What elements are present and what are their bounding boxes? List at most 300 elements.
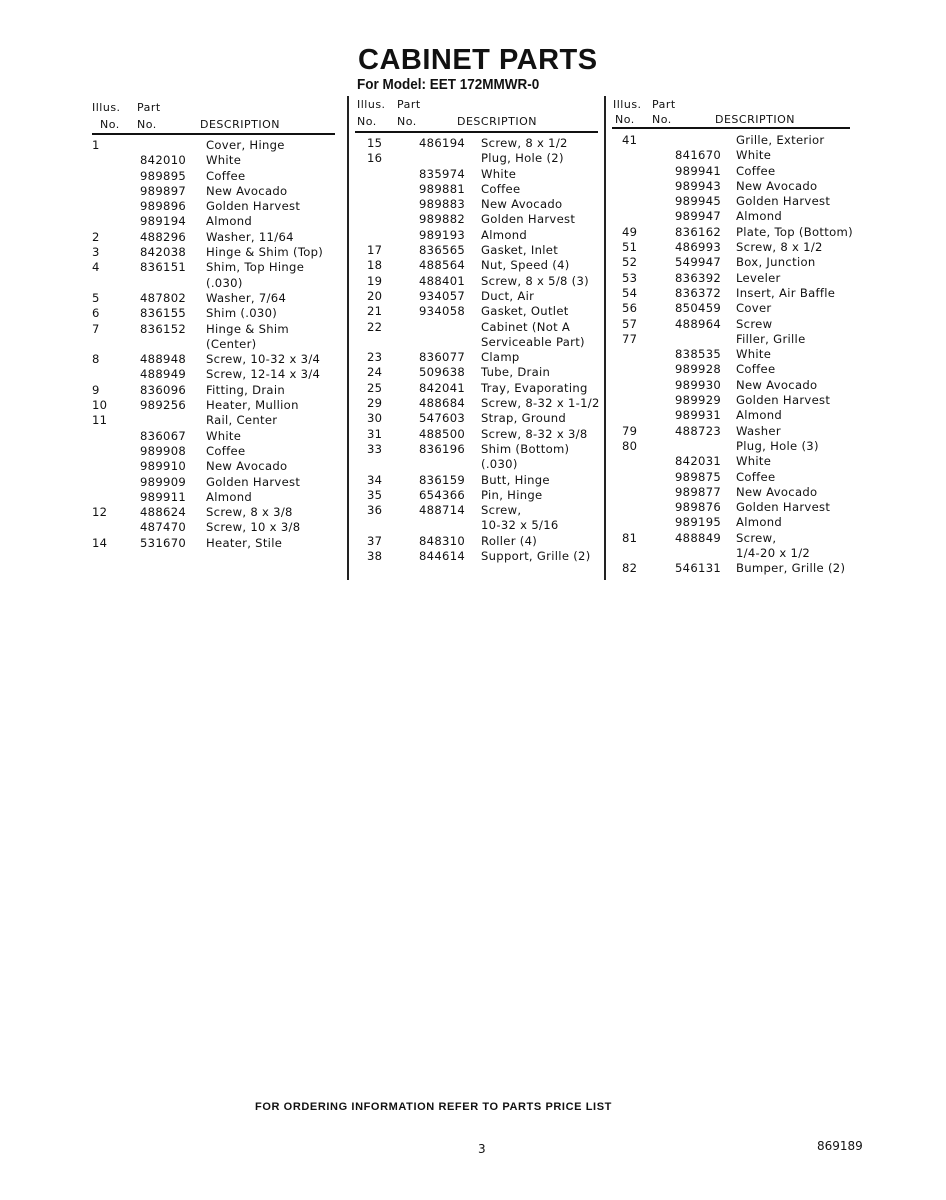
part-number: 836162 bbox=[675, 224, 722, 239]
part-number: 989877 bbox=[675, 484, 722, 499]
illus-number: 20 bbox=[367, 288, 383, 303]
part-row bbox=[620, 209, 870, 224]
part-row bbox=[90, 306, 340, 321]
part-row bbox=[620, 255, 870, 270]
part-row bbox=[90, 322, 340, 337]
part-number: 850459 bbox=[675, 301, 722, 316]
part-number: 654366 bbox=[419, 487, 466, 502]
part-description: Plug, Hole (2) bbox=[481, 151, 564, 166]
part-row bbox=[620, 347, 870, 362]
part-row bbox=[90, 367, 340, 382]
part-description: (.030) bbox=[481, 457, 518, 472]
part-row bbox=[362, 457, 602, 472]
column-header-1 bbox=[92, 100, 337, 134]
part-description: Cabinet (Not A bbox=[481, 319, 571, 334]
part-description: Box, Junction bbox=[736, 255, 816, 270]
part-number: 836196 bbox=[419, 441, 466, 456]
part-description: Rail, Center bbox=[206, 413, 278, 428]
part-number: 838535 bbox=[675, 347, 722, 362]
part-number: 836159 bbox=[419, 472, 466, 487]
part-row bbox=[620, 179, 870, 194]
part-number: 488849 bbox=[675, 530, 722, 545]
part-number: 488564 bbox=[419, 258, 466, 273]
part-row bbox=[362, 197, 602, 212]
part-number: 835974 bbox=[419, 166, 466, 181]
part-number: 989931 bbox=[675, 408, 722, 423]
part-description: Screw, bbox=[736, 530, 777, 545]
part-number: 836372 bbox=[675, 285, 722, 300]
part-description: White bbox=[481, 166, 517, 181]
illus-number: 14 bbox=[92, 535, 108, 550]
part-row bbox=[362, 182, 602, 197]
illus-number: 6 bbox=[92, 306, 100, 321]
part-number: 989943 bbox=[675, 178, 722, 193]
part-row bbox=[90, 230, 340, 245]
part-description: White bbox=[206, 428, 242, 443]
part-description: Coffee bbox=[736, 362, 776, 377]
part-number: 488296 bbox=[140, 229, 187, 244]
part-number: 842041 bbox=[419, 380, 466, 395]
header-description: DESCRIPTION bbox=[457, 115, 537, 128]
part-number: 486194 bbox=[419, 136, 466, 150]
column-divider-1 bbox=[347, 96, 349, 580]
part-description: Nut, Speed (4) bbox=[481, 258, 570, 273]
illus-number: 77 bbox=[622, 331, 638, 346]
part-row bbox=[90, 337, 340, 352]
header-rule-3 bbox=[612, 127, 850, 129]
part-row bbox=[620, 515, 870, 530]
part-description: Hinge & Shim (Top) bbox=[206, 245, 324, 260]
part-row bbox=[362, 151, 602, 166]
part-row bbox=[90, 490, 340, 505]
part-number: 487802 bbox=[140, 290, 187, 305]
part-number: 836077 bbox=[419, 350, 466, 365]
part-number: 989909 bbox=[140, 474, 187, 489]
part-number: 989929 bbox=[675, 393, 722, 408]
part-description: Duct, Air bbox=[481, 288, 535, 303]
part-description: Leveler bbox=[736, 270, 781, 285]
illus-number: 7 bbox=[92, 321, 100, 336]
illus-number: 1 bbox=[92, 138, 100, 152]
part-description: Screw, bbox=[481, 503, 522, 518]
header-illus-no: No. bbox=[100, 118, 120, 131]
illus-number: 25 bbox=[367, 380, 383, 395]
part-row bbox=[620, 408, 870, 423]
illus-number: 3 bbox=[92, 245, 100, 260]
part-number: 488624 bbox=[140, 505, 187, 520]
ordering-note: FOR ORDERING INFORMATION REFER TO PARTS PRICE LIST bbox=[255, 1101, 612, 1113]
part-description: Heater, Stile bbox=[206, 535, 283, 550]
part-description: 1/4-20 x 1/2 bbox=[736, 546, 811, 561]
part-description: Washer, 7/64 bbox=[206, 290, 287, 305]
part-row bbox=[362, 258, 602, 273]
part-row bbox=[620, 531, 870, 546]
part-description: Shim, Top Hinge bbox=[206, 260, 305, 275]
header-illus: Illus. bbox=[357, 98, 386, 111]
illus-number: 79 bbox=[622, 423, 638, 438]
part-description: Hinge & Shim bbox=[206, 321, 290, 336]
part-row bbox=[362, 136, 602, 151]
illus-number: 24 bbox=[367, 365, 383, 380]
illus-number: 53 bbox=[622, 270, 638, 285]
illus-number: 34 bbox=[367, 472, 383, 487]
part-description: Heater, Mullion bbox=[206, 398, 299, 413]
part-row bbox=[90, 429, 340, 444]
part-description: New Avocado bbox=[481, 197, 563, 212]
part-number: 547603 bbox=[419, 411, 466, 426]
part-description: Shim (.030) bbox=[206, 306, 278, 321]
header-description: DESCRIPTION bbox=[715, 113, 795, 126]
illus-number: 21 bbox=[367, 304, 383, 319]
part-row bbox=[362, 212, 602, 227]
part-description: New Avocado bbox=[736, 377, 818, 392]
part-description: Insert, Air Baffle bbox=[736, 285, 836, 300]
part-row bbox=[90, 398, 340, 413]
part-number: 836392 bbox=[675, 270, 722, 285]
part-description: White bbox=[736, 454, 772, 469]
part-row bbox=[362, 396, 602, 411]
part-number: 989194 bbox=[140, 214, 187, 229]
illus-number: 9 bbox=[92, 382, 100, 397]
part-row bbox=[90, 214, 340, 229]
illus-number: 17 bbox=[367, 243, 383, 258]
illus-number: 51 bbox=[622, 240, 638, 255]
part-number: 989930 bbox=[675, 377, 722, 392]
header-rule-2 bbox=[355, 131, 598, 133]
part-description: (Center) bbox=[206, 336, 257, 351]
part-row bbox=[90, 444, 340, 459]
part-description: Golden Harvest bbox=[481, 212, 576, 227]
part-description: Screw, 10-32 x 3/4 bbox=[206, 352, 321, 367]
part-number: 488948 bbox=[140, 352, 187, 367]
illus-number: 33 bbox=[367, 441, 383, 456]
part-row bbox=[620, 240, 870, 255]
part-number: 989256 bbox=[140, 398, 187, 413]
illus-number: 19 bbox=[367, 273, 383, 288]
part-description: Coffee bbox=[206, 168, 246, 183]
part-row bbox=[362, 289, 602, 304]
part-description: Washer, 11/64 bbox=[206, 229, 294, 244]
part-number: 488401 bbox=[419, 273, 466, 288]
page-number: 3 bbox=[478, 1142, 486, 1156]
illus-number: 57 bbox=[622, 316, 638, 331]
header-illus: Illus. bbox=[613, 98, 642, 111]
illus-number: 31 bbox=[367, 426, 383, 441]
illus-number: 56 bbox=[622, 301, 638, 316]
column-header-3 bbox=[613, 97, 853, 131]
part-number: 842038 bbox=[140, 245, 187, 260]
illus-number: 54 bbox=[622, 285, 638, 300]
part-description: White bbox=[736, 347, 772, 362]
part-description: Strap, Ground bbox=[481, 411, 567, 426]
part-row bbox=[620, 546, 870, 561]
part-row bbox=[362, 411, 602, 426]
part-number: 836155 bbox=[140, 306, 187, 321]
part-number: 546131 bbox=[675, 561, 722, 576]
part-description: Screw, 8-32 x 1-1/2 bbox=[481, 396, 600, 411]
part-number: 848310 bbox=[419, 533, 466, 548]
part-number: 989945 bbox=[675, 194, 722, 209]
part-number: 836067 bbox=[140, 428, 187, 443]
part-number: 989911 bbox=[140, 489, 187, 504]
header-part-no: No. bbox=[137, 118, 157, 131]
part-description: Golden Harvest bbox=[206, 199, 301, 214]
header-rule-1 bbox=[92, 133, 335, 135]
part-number: 844614 bbox=[419, 549, 466, 564]
header-part-no: No. bbox=[397, 115, 417, 128]
illus-number: 11 bbox=[92, 413, 108, 428]
part-number: 488714 bbox=[419, 503, 466, 518]
part-row bbox=[362, 243, 602, 258]
part-row bbox=[620, 317, 870, 332]
part-row bbox=[620, 148, 870, 163]
document-number: 869189 bbox=[817, 1139, 863, 1153]
part-number: 989895 bbox=[140, 168, 187, 183]
part-row bbox=[620, 362, 870, 377]
illus-number: 41 bbox=[622, 133, 638, 147]
illus-number: 52 bbox=[622, 255, 638, 270]
illus-number: 12 bbox=[92, 505, 108, 520]
part-description: Golden Harvest bbox=[736, 393, 831, 408]
part-description: Screw, 8 x 5/8 (3) bbox=[481, 273, 590, 288]
illus-number: 30 bbox=[367, 411, 383, 426]
column-header-2 bbox=[357, 97, 597, 131]
illus-number: 16 bbox=[367, 151, 383, 166]
part-number: 989883 bbox=[419, 197, 466, 212]
part-row bbox=[362, 335, 602, 350]
part-description: Coffee bbox=[736, 163, 776, 178]
part-row bbox=[620, 393, 870, 408]
part-row bbox=[362, 381, 602, 396]
part-number: 934057 bbox=[419, 288, 466, 303]
part-row bbox=[620, 225, 870, 240]
part-description: Almond bbox=[736, 209, 783, 224]
header-part: Part bbox=[652, 98, 676, 111]
illus-number: 37 bbox=[367, 533, 383, 548]
part-row bbox=[362, 534, 602, 549]
part-description: Golden Harvest bbox=[736, 500, 831, 515]
part-description: Golden Harvest bbox=[736, 194, 831, 209]
part-description: Gasket, Outlet bbox=[481, 304, 569, 319]
part-number: 989928 bbox=[675, 362, 722, 377]
part-number: 842031 bbox=[675, 454, 722, 469]
part-description: Coffee bbox=[736, 469, 776, 484]
part-row bbox=[90, 520, 340, 535]
part-row bbox=[90, 245, 340, 260]
part-description: Coffee bbox=[481, 181, 521, 196]
part-row bbox=[90, 291, 340, 306]
part-number: 989897 bbox=[140, 183, 187, 198]
part-row bbox=[362, 274, 602, 289]
header-part: Part bbox=[397, 98, 421, 111]
part-description: Almond bbox=[736, 408, 783, 423]
illus-number: 2 bbox=[92, 229, 100, 244]
part-description: Screw, 8 x 1/2 bbox=[481, 136, 568, 150]
part-description: Cover bbox=[736, 301, 772, 316]
part-description: Fitting, Drain bbox=[206, 382, 286, 397]
part-row bbox=[620, 561, 870, 576]
part-row bbox=[90, 138, 340, 153]
part-row bbox=[620, 500, 870, 515]
part-number: 989193 bbox=[419, 227, 466, 242]
part-description: Golden Harvest bbox=[206, 474, 301, 489]
part-description: Grille, Exterior bbox=[736, 133, 825, 147]
part-number: 488723 bbox=[675, 423, 722, 438]
part-description: Serviceable Part) bbox=[481, 334, 585, 349]
part-description: New Avocado bbox=[206, 459, 288, 474]
part-description: Bumper, Grille (2) bbox=[736, 561, 846, 576]
part-row bbox=[90, 459, 340, 474]
part-row bbox=[90, 199, 340, 214]
part-row bbox=[620, 194, 870, 209]
part-row bbox=[620, 286, 870, 301]
part-number: 836151 bbox=[140, 260, 187, 275]
illus-number: 23 bbox=[367, 350, 383, 365]
illus-number: 5 bbox=[92, 290, 100, 305]
part-row bbox=[90, 169, 340, 184]
illus-number: 15 bbox=[367, 136, 383, 150]
part-description: Clamp bbox=[481, 350, 520, 365]
part-description: Washer bbox=[736, 423, 781, 438]
header-description: DESCRIPTION bbox=[200, 118, 280, 131]
header-illus-no: No. bbox=[615, 113, 635, 126]
part-description: Screw, 8 x 3/8 bbox=[206, 505, 293, 520]
part-number: 486993 bbox=[675, 240, 722, 255]
part-description: Screw, 12-14 x 3/4 bbox=[206, 367, 321, 382]
part-number: 487470 bbox=[140, 520, 187, 535]
part-number: 989908 bbox=[140, 443, 187, 458]
part-description: Almond bbox=[481, 227, 528, 242]
part-description: Gasket, Inlet bbox=[481, 243, 559, 258]
part-number: 836096 bbox=[140, 382, 187, 397]
part-description: White bbox=[206, 153, 242, 168]
part-row bbox=[362, 473, 602, 488]
illus-number: 18 bbox=[367, 258, 383, 273]
part-number: 488500 bbox=[419, 426, 466, 441]
part-row bbox=[362, 488, 602, 503]
part-description: New Avocado bbox=[736, 178, 818, 193]
part-description: Screw, 10 x 3/8 bbox=[206, 520, 301, 535]
part-number: 989947 bbox=[675, 209, 722, 224]
illus-number: 22 bbox=[367, 319, 383, 334]
part-row bbox=[620, 485, 870, 500]
header-part-no: No. bbox=[652, 113, 672, 126]
illus-number: 82 bbox=[622, 561, 638, 576]
part-number: 488684 bbox=[419, 396, 466, 411]
part-row bbox=[620, 164, 870, 179]
part-number: 488949 bbox=[140, 367, 187, 382]
part-row bbox=[620, 271, 870, 286]
part-description: Cover, Hinge bbox=[206, 138, 285, 152]
part-row bbox=[90, 475, 340, 490]
header-illus: Illus. bbox=[92, 101, 121, 114]
illus-number: 8 bbox=[92, 352, 100, 367]
part-description: Roller (4) bbox=[481, 533, 538, 548]
part-row bbox=[362, 442, 602, 457]
part-row bbox=[362, 518, 602, 533]
part-number: 989876 bbox=[675, 500, 722, 515]
illus-number: 10 bbox=[92, 398, 108, 413]
part-number: 934058 bbox=[419, 304, 466, 319]
part-row bbox=[90, 505, 340, 520]
illus-number: 36 bbox=[367, 503, 383, 518]
part-description: Plate, Top (Bottom) bbox=[736, 224, 853, 239]
part-number: 989941 bbox=[675, 163, 722, 178]
part-row bbox=[620, 378, 870, 393]
header-illus-no: No. bbox=[357, 115, 377, 128]
header-part: Part bbox=[137, 101, 161, 114]
part-description: Support, Grille (2) bbox=[481, 549, 591, 564]
part-description: Filler, Grille bbox=[736, 331, 806, 346]
part-description: Almond bbox=[206, 214, 253, 229]
part-row bbox=[620, 424, 870, 439]
part-row bbox=[362, 320, 602, 335]
part-row bbox=[362, 503, 602, 518]
part-row bbox=[362, 365, 602, 380]
part-row bbox=[362, 350, 602, 365]
part-row bbox=[620, 470, 870, 485]
parts-column-3 bbox=[620, 133, 870, 577]
part-description: Pin, Hinge bbox=[481, 487, 543, 502]
parts-column-1 bbox=[90, 138, 340, 551]
part-number: 989896 bbox=[140, 199, 187, 214]
part-row bbox=[362, 427, 602, 442]
illus-number: 49 bbox=[622, 224, 638, 239]
part-row bbox=[620, 301, 870, 316]
part-description: White bbox=[736, 148, 772, 163]
part-number: 836565 bbox=[419, 243, 466, 258]
part-number: 989875 bbox=[675, 469, 722, 484]
part-row bbox=[362, 228, 602, 243]
part-row bbox=[90, 383, 340, 398]
part-description: Screw, 8 x 1/2 bbox=[736, 240, 823, 255]
part-description: Plug, Hole (3) bbox=[736, 438, 819, 453]
illus-number: 4 bbox=[92, 260, 100, 275]
part-description: Screw, 8-32 x 3/8 bbox=[481, 426, 588, 441]
part-row bbox=[90, 153, 340, 168]
part-description: Almond bbox=[736, 515, 783, 530]
parts-column-2 bbox=[362, 136, 602, 564]
part-number: 488964 bbox=[675, 316, 722, 331]
illus-number: 80 bbox=[622, 438, 638, 453]
page-title: CABINET PARTS bbox=[358, 44, 598, 76]
part-row bbox=[90, 536, 340, 551]
part-number: 841670 bbox=[675, 148, 722, 163]
illus-number: 29 bbox=[367, 396, 383, 411]
part-number: 531670 bbox=[140, 535, 187, 550]
illus-number: 35 bbox=[367, 487, 383, 502]
part-row bbox=[90, 184, 340, 199]
part-description: (.030) bbox=[206, 275, 243, 290]
part-description: Tube, Drain bbox=[481, 365, 551, 380]
part-description: Butt, Hinge bbox=[481, 472, 550, 487]
part-row bbox=[90, 352, 340, 367]
part-number: 549947 bbox=[675, 255, 722, 270]
illus-number: 81 bbox=[622, 530, 638, 545]
part-row bbox=[362, 167, 602, 182]
part-row bbox=[620, 454, 870, 469]
part-row bbox=[362, 549, 602, 564]
model-subtitle: For Model: EET 172MMWR-0 bbox=[357, 76, 540, 93]
part-description: New Avocado bbox=[736, 484, 818, 499]
part-description: New Avocado bbox=[206, 183, 288, 198]
illus-number: 38 bbox=[367, 549, 383, 564]
part-row bbox=[90, 276, 340, 291]
part-row bbox=[620, 439, 870, 454]
part-number: 989910 bbox=[140, 459, 187, 474]
part-number: 989881 bbox=[419, 181, 466, 196]
part-row bbox=[620, 133, 870, 148]
